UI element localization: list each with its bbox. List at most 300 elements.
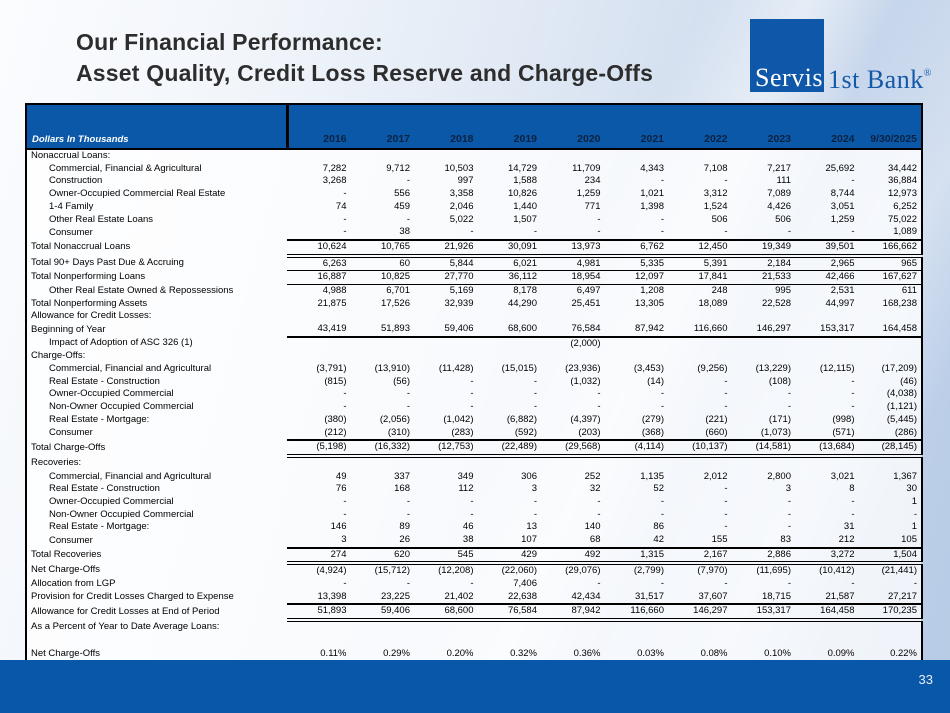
cell-value: 1,507 bbox=[513, 213, 537, 225]
table-row bbox=[26, 604, 922, 620]
cell-value: 3 bbox=[785, 483, 791, 495]
row-label: Nonaccrual Loans: bbox=[31, 150, 111, 162]
cell-value: (221) bbox=[705, 413, 728, 425]
cell-value bbox=[795, 350, 859, 363]
cell-value bbox=[287, 456, 351, 471]
cell-value: 1,021 bbox=[640, 188, 664, 200]
table-body bbox=[26, 149, 922, 687]
cell-value: 234 bbox=[584, 175, 601, 187]
cell-value: 12,097 bbox=[605, 271, 669, 285]
cell-value: 36,884 bbox=[887, 175, 917, 187]
cell-value: 7,089 bbox=[767, 188, 791, 200]
cell-value bbox=[478, 149, 542, 163]
cell-value: - bbox=[406, 388, 410, 400]
cell-value: 997 bbox=[457, 175, 474, 187]
cell-value: - bbox=[724, 226, 728, 238]
cell-value: 248 bbox=[711, 284, 728, 296]
cell-value: 51,893 bbox=[287, 604, 351, 620]
cell-value: 14,729 bbox=[507, 162, 537, 174]
cell-value bbox=[859, 149, 923, 163]
cell-value bbox=[351, 149, 415, 163]
row-label: Total Recoveries bbox=[31, 549, 102, 561]
cell-value: 212 bbox=[838, 534, 855, 546]
cell-value: 46 bbox=[462, 521, 474, 533]
row-label: Commercial, Financial and Agricultural bbox=[49, 363, 212, 375]
cell-value: 60 bbox=[351, 256, 415, 271]
cell-value bbox=[541, 456, 605, 471]
cell-value: 19,349 bbox=[732, 240, 796, 256]
cell-value: 12,973 bbox=[887, 188, 917, 200]
table-row bbox=[26, 376, 922, 389]
cell-value bbox=[351, 337, 415, 351]
cell-value bbox=[287, 337, 351, 351]
cell-value: (7,970) bbox=[697, 565, 728, 577]
cell-value: 86 bbox=[653, 521, 664, 533]
cell-value bbox=[478, 310, 542, 323]
cell-value: 1,135 bbox=[640, 470, 664, 482]
cell-value bbox=[732, 149, 796, 163]
cell-value: 1,208 bbox=[640, 284, 664, 296]
cell-value: 167,627 bbox=[859, 271, 923, 285]
cell-value bbox=[859, 310, 923, 323]
table-row bbox=[26, 414, 922, 427]
cell-value: 30,091 bbox=[478, 240, 542, 256]
cell-value: 13 bbox=[526, 521, 537, 533]
cell-value: 83 bbox=[780, 534, 791, 546]
column-header-2018: 2018 bbox=[414, 104, 478, 149]
cell-value bbox=[351, 350, 415, 363]
cell-value: (1,032) bbox=[570, 375, 601, 387]
header-row bbox=[26, 104, 922, 149]
cell-value: 8,178 bbox=[513, 284, 537, 296]
cell-value: - bbox=[724, 578, 728, 590]
cell-value: 6,263 bbox=[287, 256, 351, 271]
cell-value bbox=[287, 310, 351, 323]
cell-value: 76,584 bbox=[478, 604, 542, 620]
cell-value: (16,332) bbox=[351, 440, 415, 456]
cell-value: 164,458 bbox=[795, 604, 859, 620]
row-label: Recoveries: bbox=[31, 456, 82, 468]
footer-band bbox=[0, 660, 950, 713]
table-row bbox=[26, 496, 922, 509]
cell-value: 1 bbox=[911, 521, 917, 533]
cell-value: - bbox=[597, 226, 601, 238]
row-label: Total Charge-Offs bbox=[31, 441, 106, 453]
cell-value: 116,660 bbox=[668, 323, 732, 337]
table-row bbox=[26, 284, 922, 297]
cell-value bbox=[287, 635, 351, 648]
cell-value: - bbox=[597, 495, 601, 507]
cell-value: 10,503 bbox=[444, 162, 474, 174]
cell-value: - bbox=[343, 226, 347, 238]
cell-value: 42 bbox=[653, 534, 664, 546]
logo-text-1st-bank-label: 1st Bank bbox=[828, 65, 924, 94]
row-label: Commercial, Financial & Agricultural bbox=[49, 162, 202, 174]
cell-value: 76 bbox=[335, 483, 347, 495]
cell-value: - bbox=[406, 578, 410, 590]
cell-value: - bbox=[724, 521, 728, 533]
cell-value: 10,624 bbox=[287, 240, 351, 256]
column-header-2016: 2016 bbox=[287, 104, 351, 149]
cell-value bbox=[795, 149, 859, 163]
cell-value: 116,660 bbox=[605, 604, 669, 620]
table-row bbox=[26, 188, 922, 201]
cell-value: 4,988 bbox=[322, 284, 347, 296]
cell-value: (203) bbox=[578, 426, 601, 438]
cell-value bbox=[478, 456, 542, 471]
cell-value: - bbox=[470, 388, 474, 400]
column-header-2017: 2017 bbox=[351, 104, 415, 149]
cell-value: - bbox=[851, 401, 855, 413]
asset-quality-table bbox=[25, 103, 923, 688]
cell-value: 87,942 bbox=[541, 604, 605, 620]
cell-value: 459 bbox=[394, 200, 410, 212]
cell-value bbox=[668, 350, 732, 363]
cell-value: (2,799) bbox=[633, 565, 664, 577]
financial-table bbox=[25, 103, 921, 688]
table-row bbox=[26, 534, 922, 548]
cell-value bbox=[414, 350, 478, 363]
column-header-2023: 2023 bbox=[732, 104, 796, 149]
cell-value: (571) bbox=[832, 426, 855, 438]
row-label: Owner-Occupied Commercial bbox=[49, 495, 174, 507]
cell-value: 2,184 bbox=[732, 256, 796, 271]
cell-value: 252 bbox=[584, 470, 601, 482]
cell-value: - bbox=[787, 495, 791, 507]
cell-value: 87,942 bbox=[605, 323, 669, 337]
cell-value bbox=[541, 350, 605, 363]
cell-value bbox=[287, 620, 351, 635]
cell-value bbox=[732, 635, 796, 648]
row-label: Total Nonperforming Assets bbox=[31, 297, 148, 309]
table-row bbox=[26, 310, 922, 323]
cell-value: 0.03% bbox=[637, 647, 664, 659]
table-row bbox=[26, 509, 922, 522]
column-header-2020: 2020 bbox=[541, 104, 605, 149]
table-row bbox=[26, 256, 922, 271]
cell-value: (11,695) bbox=[756, 565, 791, 577]
cell-value: 4,426 bbox=[767, 200, 791, 212]
cell-value bbox=[478, 635, 542, 648]
row-label: Impact of Adoption of ASC 326 (1) bbox=[49, 337, 193, 349]
cell-value: (15,712) bbox=[374, 565, 410, 577]
table-row bbox=[26, 298, 922, 311]
table-row bbox=[26, 548, 922, 564]
cell-value: (10,412) bbox=[819, 565, 855, 577]
row-label: Allocation from LGP bbox=[31, 578, 116, 590]
row-label: Consumer bbox=[49, 427, 93, 439]
cell-value: - bbox=[597, 213, 601, 225]
cell-value: 112 bbox=[458, 483, 474, 495]
cell-value: 429 bbox=[478, 548, 542, 564]
cell-value: 23,225 bbox=[380, 590, 410, 602]
cell-value: 13,305 bbox=[634, 297, 664, 309]
cell-value: 0.22% bbox=[890, 647, 917, 659]
table-row bbox=[26, 149, 922, 163]
cell-value: (14,581) bbox=[732, 440, 796, 456]
cell-value bbox=[605, 456, 669, 471]
cell-value: 3 bbox=[341, 534, 347, 546]
cell-value: (592) bbox=[514, 426, 537, 438]
cell-value bbox=[605, 310, 669, 323]
cell-value bbox=[668, 620, 732, 635]
cell-value: 25,451 bbox=[571, 297, 601, 309]
cell-value: 37,607 bbox=[698, 590, 728, 602]
cell-value: (4,924) bbox=[316, 565, 347, 577]
cell-value: 0.10% bbox=[764, 647, 791, 659]
cell-value: 111 bbox=[776, 175, 791, 187]
table-row bbox=[26, 578, 922, 591]
cell-value: - bbox=[787, 508, 791, 520]
cell-value: 6,497 bbox=[576, 284, 601, 296]
cell-value bbox=[351, 620, 415, 635]
cell-value: 21,875 bbox=[317, 297, 347, 309]
cell-value: (46) bbox=[900, 375, 917, 387]
table-row bbox=[26, 363, 922, 376]
cell-value: - bbox=[533, 401, 537, 413]
cell-value: (29,076) bbox=[565, 565, 601, 577]
cell-value: 89 bbox=[399, 521, 410, 533]
cell-value: 10,826 bbox=[507, 188, 537, 200]
cell-value: 18,715 bbox=[761, 590, 791, 602]
cell-value: 5,844 bbox=[414, 256, 478, 271]
cell-value: (1,073) bbox=[760, 426, 791, 438]
column-header-9-30-2025: 9/30/2025 bbox=[859, 104, 923, 149]
cell-value: (13,229) bbox=[755, 363, 791, 375]
cell-value: 2,886 bbox=[732, 548, 796, 564]
cell-value: 44,997 bbox=[825, 297, 855, 309]
cell-value: - bbox=[660, 388, 664, 400]
cell-value: 146,297 bbox=[668, 604, 732, 620]
cell-value: (660) bbox=[705, 426, 728, 438]
cell-value: 140 bbox=[584, 521, 601, 533]
cell-value: 107 bbox=[521, 534, 537, 546]
cell-value: 75,022 bbox=[887, 213, 917, 225]
cell-value: (998) bbox=[832, 413, 855, 425]
table-row bbox=[26, 401, 922, 414]
column-header-2022: 2022 bbox=[668, 104, 732, 149]
cell-value: - bbox=[724, 175, 728, 187]
table-row bbox=[26, 271, 922, 285]
cell-value: 153,317 bbox=[732, 604, 796, 620]
corner-label: Dollars In Thousands bbox=[26, 104, 287, 149]
row-label: Non-Owner Occupied Commercial bbox=[49, 508, 194, 520]
cell-value: 68 bbox=[589, 534, 601, 546]
cell-value: 506 bbox=[775, 213, 791, 225]
cell-value bbox=[795, 635, 859, 648]
table-header bbox=[26, 104, 922, 149]
cell-value bbox=[287, 350, 351, 363]
cell-value: 1,524 bbox=[703, 200, 728, 212]
cell-value: 7,406 bbox=[513, 578, 537, 590]
cell-value: 1,367 bbox=[893, 470, 917, 482]
cell-value: 6,762 bbox=[605, 240, 669, 256]
cell-value bbox=[414, 635, 478, 648]
cell-value: - bbox=[913, 508, 917, 520]
cell-value bbox=[414, 456, 478, 471]
cell-value: 0.32% bbox=[510, 647, 537, 659]
cell-value: - bbox=[724, 388, 728, 400]
cell-value: - bbox=[724, 483, 728, 495]
cell-value: - bbox=[343, 508, 347, 520]
cell-value: 2,046 bbox=[449, 200, 474, 212]
cell-value bbox=[859, 635, 923, 648]
cell-value: - bbox=[724, 508, 728, 520]
cell-value bbox=[732, 350, 796, 363]
cell-value bbox=[605, 337, 669, 351]
cell-value bbox=[668, 149, 732, 163]
cell-value: (22,489) bbox=[478, 440, 542, 456]
cell-value: 6,701 bbox=[386, 284, 410, 296]
cell-value: 7,108 bbox=[703, 162, 728, 174]
cell-value: 611 bbox=[901, 284, 917, 296]
cell-value bbox=[541, 635, 605, 648]
cell-value: 965 bbox=[859, 256, 923, 271]
cell-value: 506 bbox=[711, 213, 728, 225]
cell-value: (2,000) bbox=[570, 337, 601, 349]
cell-value bbox=[351, 310, 415, 323]
cell-value: 10,825 bbox=[351, 271, 415, 285]
table-row bbox=[26, 471, 922, 484]
row-label: Real Estate - Construction bbox=[49, 483, 160, 495]
cell-value bbox=[414, 149, 478, 163]
row-label: Consumer bbox=[49, 534, 93, 546]
cell-value: 5,391 bbox=[668, 256, 732, 271]
cell-value: 44,290 bbox=[507, 297, 537, 309]
cell-value: (3,453) bbox=[633, 363, 664, 375]
cell-value: 168,238 bbox=[882, 297, 917, 309]
cell-value: 620 bbox=[351, 548, 415, 564]
cell-value: 74 bbox=[335, 200, 347, 212]
cell-value: 32 bbox=[589, 483, 601, 495]
cell-value bbox=[732, 456, 796, 471]
cell-value: 4,343 bbox=[640, 162, 664, 174]
cell-value: 771 bbox=[584, 200, 601, 212]
cell-value: - bbox=[597, 401, 601, 413]
cell-value: - bbox=[787, 521, 791, 533]
cell-value: 52 bbox=[653, 483, 664, 495]
cell-value: 155 bbox=[711, 534, 728, 546]
cell-value: (283) bbox=[451, 426, 474, 438]
cell-value: (12,115) bbox=[819, 363, 855, 375]
cell-value: (12,753) bbox=[414, 440, 478, 456]
cell-value: - bbox=[787, 226, 791, 238]
cell-value: 274 bbox=[287, 548, 351, 564]
cell-value bbox=[605, 350, 669, 363]
cell-value: - bbox=[787, 401, 791, 413]
row-label: Allowance for Credit Losses: bbox=[31, 310, 152, 322]
cell-value: - bbox=[470, 401, 474, 413]
servisfirst-bank-logo bbox=[750, 19, 935, 95]
row-label: Net Charge-Offs bbox=[31, 564, 100, 576]
cell-value: 1,504 bbox=[859, 548, 923, 564]
cell-value: (13,910) bbox=[374, 363, 410, 375]
row-label: Total 90+ Days Past Due & Accruing bbox=[31, 256, 184, 268]
cell-value: - bbox=[660, 226, 664, 238]
cell-value: - bbox=[470, 578, 474, 590]
cell-value: 170,235 bbox=[859, 604, 923, 620]
row-label: 1-4 Family bbox=[49, 200, 94, 212]
cell-value: 556 bbox=[394, 188, 410, 200]
row-label: Construction bbox=[49, 175, 103, 187]
row-label: Owner-Occupied Commercial bbox=[49, 388, 174, 400]
column-header-2021: 2021 bbox=[605, 104, 669, 149]
cell-value: - bbox=[851, 578, 855, 590]
cell-value bbox=[859, 337, 923, 351]
cell-value: - bbox=[343, 578, 347, 590]
table-row bbox=[26, 337, 922, 351]
cell-value: - bbox=[660, 578, 664, 590]
cell-value: - bbox=[343, 495, 347, 507]
cell-value bbox=[732, 337, 796, 351]
table-row bbox=[26, 647, 922, 660]
cell-value: 349 bbox=[457, 470, 474, 482]
cell-value: - bbox=[913, 578, 917, 590]
cell-value: 153,317 bbox=[795, 323, 859, 337]
table-row bbox=[26, 226, 922, 240]
cell-value: 27,217 bbox=[887, 590, 917, 602]
cell-value bbox=[795, 310, 859, 323]
table-row bbox=[26, 163, 922, 176]
cell-value bbox=[478, 620, 542, 635]
cell-value: 49 bbox=[335, 470, 347, 482]
cell-value: - bbox=[470, 495, 474, 507]
cell-value: - bbox=[851, 175, 855, 187]
cell-value: - bbox=[597, 578, 601, 590]
cell-value: 38 bbox=[462, 534, 474, 546]
cell-value: 38 bbox=[399, 226, 410, 238]
cell-value: 42,434 bbox=[571, 590, 601, 602]
cell-value: - bbox=[406, 175, 410, 187]
cell-value: 146 bbox=[330, 521, 347, 533]
cell-value: 6,252 bbox=[893, 200, 917, 212]
cell-value: (310) bbox=[387, 426, 410, 438]
cell-value: - bbox=[533, 508, 537, 520]
cell-value: 1,398 bbox=[640, 200, 664, 212]
cell-value: - bbox=[660, 508, 664, 520]
cell-value: 3,312 bbox=[703, 188, 728, 200]
row-label: Consumer bbox=[49, 226, 93, 238]
cell-value bbox=[605, 620, 669, 635]
logo-text-servis: Servis bbox=[755, 63, 823, 92]
cell-value bbox=[541, 310, 605, 323]
cell-value: (6,882) bbox=[506, 413, 537, 425]
cell-value: 31,517 bbox=[634, 590, 664, 602]
cell-value: 26 bbox=[399, 534, 410, 546]
cell-value: - bbox=[851, 495, 855, 507]
row-label: Owner-Occupied Commercial Real Estate bbox=[49, 188, 226, 200]
cell-value: 6,021 bbox=[478, 256, 542, 271]
cell-value: 105 bbox=[901, 534, 917, 546]
cell-value bbox=[287, 149, 351, 163]
cell-value: 18,954 bbox=[541, 271, 605, 285]
cell-value bbox=[732, 310, 796, 323]
cell-value: 166,662 bbox=[859, 240, 923, 256]
cell-value: 0.29% bbox=[383, 647, 410, 659]
cell-value: 0.36% bbox=[573, 647, 601, 659]
cell-value: 164,458 bbox=[859, 323, 923, 337]
cell-value: 2,965 bbox=[795, 256, 859, 271]
cell-value: 3,358 bbox=[449, 188, 474, 200]
cell-value: (2,056) bbox=[379, 413, 410, 425]
registered-trademark-icon: ® bbox=[923, 68, 932, 79]
row-label: Net Charge-Offs bbox=[31, 647, 100, 659]
table-row bbox=[26, 591, 922, 605]
logo-square-icon bbox=[750, 19, 824, 92]
cell-value: (17,209) bbox=[881, 363, 917, 375]
cell-value: 1,588 bbox=[513, 175, 537, 187]
cell-value: (368) bbox=[641, 426, 664, 438]
